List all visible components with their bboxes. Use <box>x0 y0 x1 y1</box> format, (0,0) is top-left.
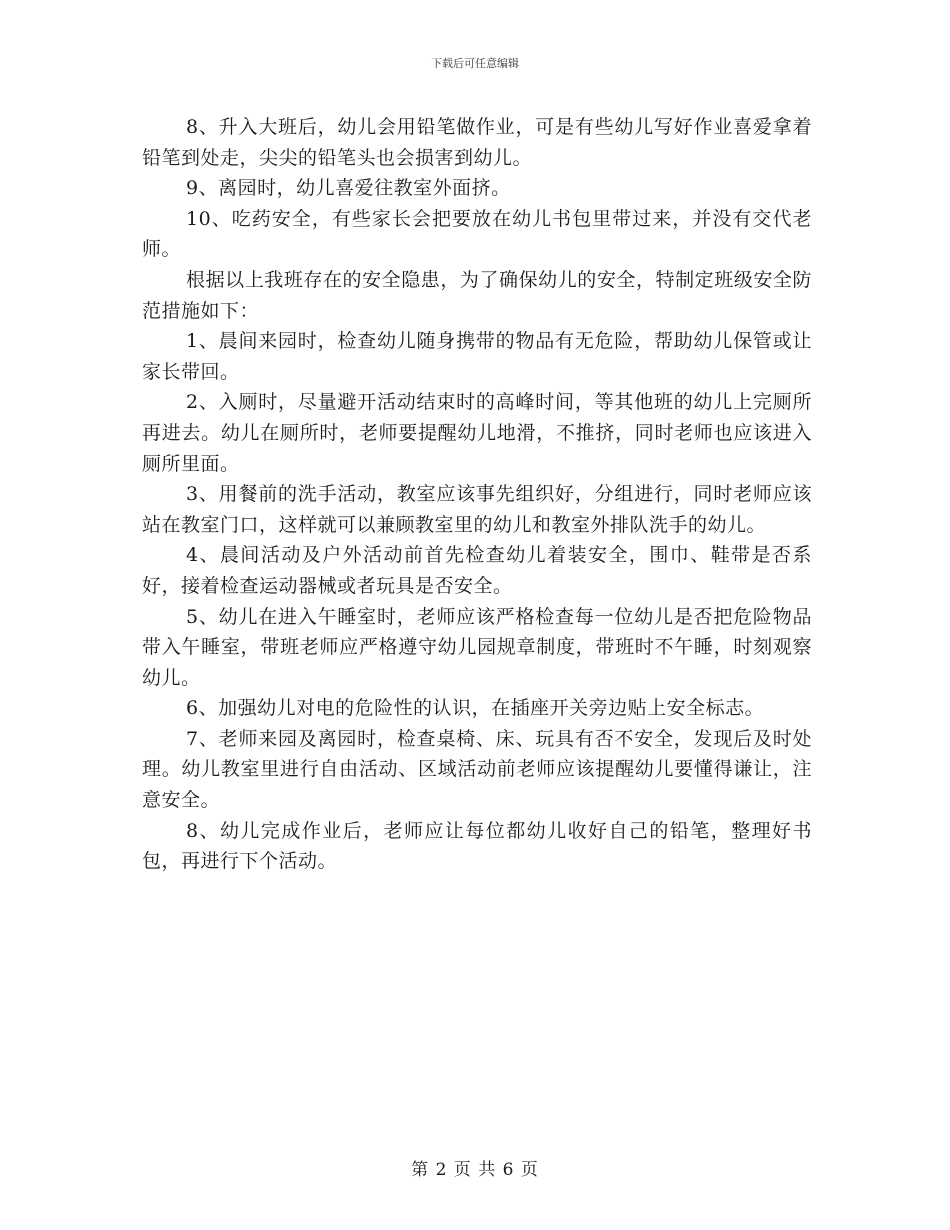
page-number-footer: 第 2 页 共 6 页 <box>411 1160 539 1180</box>
paragraph-item-10-medicine: 10、吃药安全，有些家长会把要放在幼儿书包里带过来，并没有交代老师。 <box>142 207 812 261</box>
document-body <box>142 112 812 877</box>
paragraph-measure-2: 2、入厕时，尽量避开活动结束时的高峰时间，等其他班的幼儿上完厕所再进去。幼儿在厕所时，老师要提醒幼儿地滑，不推挤，同时老师也应该进入厕所里面。 <box>142 391 812 475</box>
paragraph-measures-intro: 根据以上我班存在的安全隐患，为了确保幼儿的安全，特制定班级安全防范措施如下： <box>142 268 812 322</box>
paragraph-measure-3: 3、用餐前的洗手活动，教室应该事先组织好，分组进行，同时老师应该站在教室门口，这样就可以兼顾教室里的幼儿和教室外排队洗手的幼儿。 <box>142 483 812 536</box>
paragraph-measure-7: 7、老师来园及离园时，检查桌椅、床、玩具有否不安全，发现后及时处理。幼儿教室里进行自由活动、区域活动前老师应该提醒幼儿要懂得谦让，注意安全。 <box>142 727 812 812</box>
page-header: 下载后可任意编辑 <box>431 57 519 70</box>
paragraph-measure-8: 8、幼儿完成作业后，老师应让每位都幼儿收好自己的铅笔，整理好书包，再进行下个活动。 <box>142 819 812 873</box>
paragraph-measure-1: 1、晨间来园时，检查幼儿随身携带的物品有无危险，帮助幼儿保管或让家长带回。 <box>142 330 812 383</box>
paragraph-item-8-pencil: 8、升入大班后，幼儿会用铅笔做作业，可是有些幼儿写好作业喜爱拿着铅笔到处走，尖尖的铅笔头也会损害到幼儿。 <box>142 116 812 169</box>
paragraph-measure-5: 5、幼儿在进入午睡室时，老师应该严格检查每一位幼儿是否把危险物品带入午睡室，带班老师应严格遵守幼儿园规章制度，带班时不午睡，时刻观察幼儿。 <box>142 605 812 689</box>
paragraph-measure-6: 6、加强幼儿对电的危险性的认识，在插座开关旁边贴上安全标志。 <box>186 697 765 720</box>
paragraph-measure-4: 4、晨间活动及户外活动前首先检查幼儿着装安全，围巾、鞋带是否系好，接着检查运动器械或者玩具是否安全。 <box>142 544 812 597</box>
paragraph-item-9-leaving: 9、离园时，幼儿喜爱往教室外面挤。 <box>186 177 511 200</box>
